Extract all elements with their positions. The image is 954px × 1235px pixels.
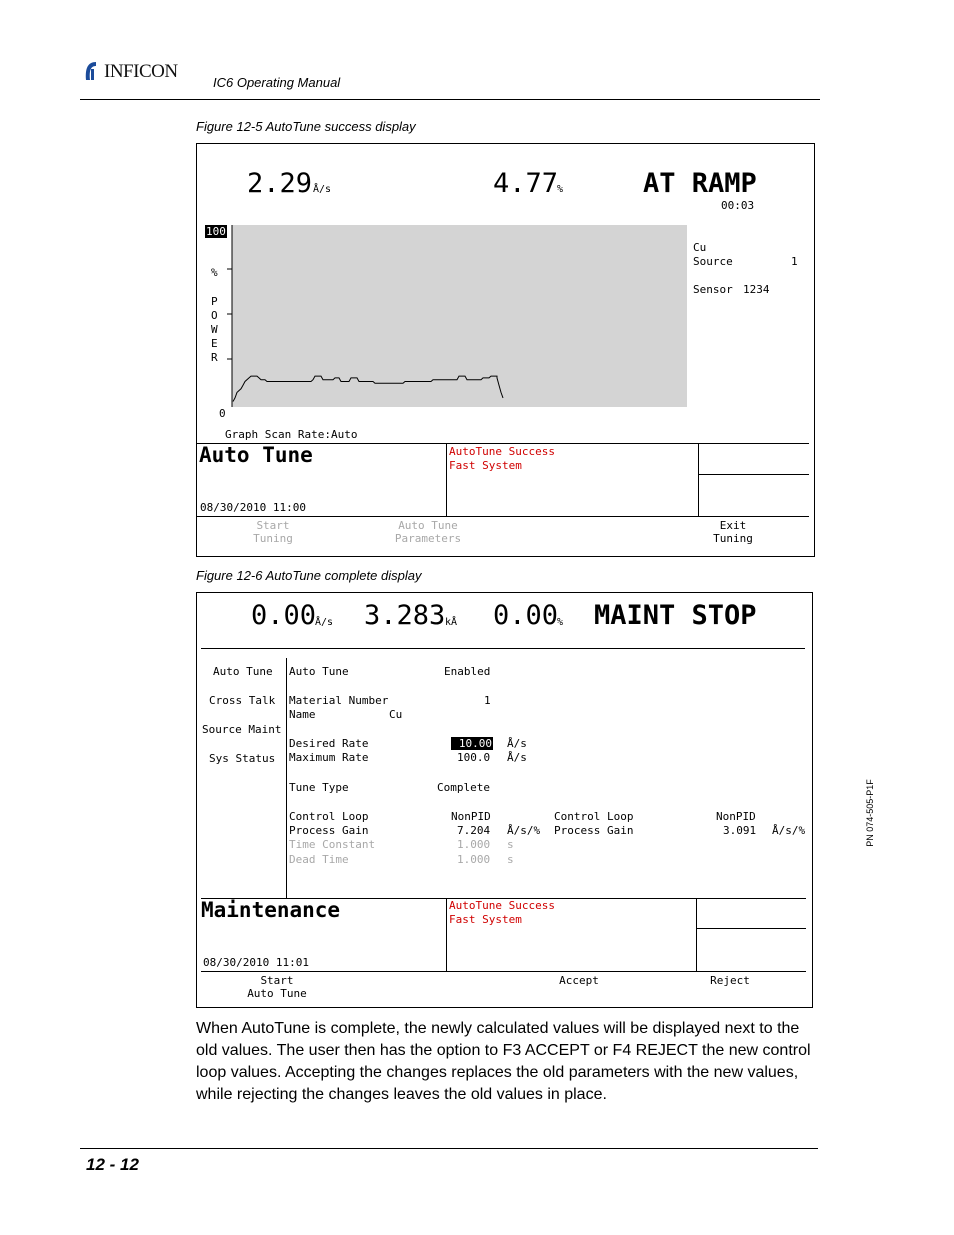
- y-axis-letter: W: [211, 323, 218, 336]
- autotune-value[interactable]: Enabled: [444, 665, 491, 678]
- source-value: 1: [791, 255, 798, 268]
- header-rule: [201, 648, 805, 649]
- y-axis-letter: R: [211, 351, 218, 364]
- panel-title: Maintenance: [201, 898, 341, 922]
- softkey-start-auto-tune[interactable]: [237, 974, 317, 1000]
- system-message: Fast System: [449, 913, 522, 926]
- autotune-message: AutoTune Success: [449, 445, 555, 458]
- name-label: Name: [289, 708, 316, 721]
- sensor-label: Sensor: [693, 283, 733, 296]
- softkey-label: Start: [256, 519, 290, 532]
- softkey-label: Tuning: [713, 532, 753, 545]
- inficon-logo-icon: [82, 60, 104, 82]
- panel-divider: [446, 444, 447, 516]
- date-time: 08/30/2010 11:00: [200, 501, 306, 514]
- state-timer: 00:03: [721, 199, 755, 212]
- desired-rate-unit: Å/s: [507, 737, 527, 750]
- thickness-unit: kÅ: [445, 617, 458, 628]
- y-axis-letter: E: [211, 337, 218, 350]
- tune-type-value: Complete: [437, 781, 490, 794]
- control-loop-label: Control Loop: [289, 810, 369, 823]
- maximum-rate-label: Maximum Rate: [289, 751, 369, 764]
- part-number-rotated: [865, 753, 879, 873]
- menu-item-auto-tune[interactable]: Auto Tune: [213, 665, 273, 678]
- panel-divider: [696, 899, 697, 971]
- softkey-label: Reject: [710, 974, 750, 987]
- figure-12-5-caption: Figure 12-5 AutoTune success display: [196, 119, 416, 134]
- part-number-text: PN 074-505-P1F: [865, 779, 875, 847]
- y-axis-letter: O: [211, 309, 218, 322]
- source-label: Source: [693, 255, 733, 268]
- y-axis-max: 100: [206, 225, 226, 238]
- softkey-rule: [201, 971, 806, 972]
- name-value: Cu: [389, 708, 403, 721]
- graph-scan-rate: Graph Scan Rate:Auto: [225, 428, 358, 441]
- rate-readout: 2.29: [247, 168, 313, 199]
- page-number: 12 - 12: [86, 1155, 139, 1174]
- panel-divider: [697, 928, 806, 929]
- rate-unit: Å/s: [313, 184, 332, 195]
- desired-rate-label: Desired Rate: [289, 737, 369, 750]
- softkey-exit-tuning[interactable]: [693, 519, 773, 545]
- brand-name: INFICON: [104, 61, 178, 82]
- process-gain-new-label: Process Gain: [554, 824, 634, 837]
- material-name: Cu: [693, 241, 707, 254]
- y-axis-unit: %: [211, 266, 218, 279]
- panel-divider: [698, 444, 699, 516]
- power-unit: %: [557, 617, 564, 628]
- time-constant-label: Time Constant: [289, 838, 376, 851]
- state-readout: MAINT STOP: [594, 600, 757, 631]
- manual-title: IC6 Operating Manual: [213, 75, 341, 90]
- system-message: Fast System: [449, 459, 522, 472]
- rate-unit: Å/s: [315, 617, 334, 628]
- footer-rule: [80, 1148, 818, 1149]
- time-constant-unit: s: [507, 838, 514, 851]
- panel-divider: [699, 474, 809, 475]
- y-axis-min: 0: [219, 407, 226, 420]
- control-loop-new: NonPID: [716, 810, 756, 823]
- softkey-accept[interactable]: [539, 974, 619, 987]
- menu-item-cross-talk[interactable]: Cross Talk: [209, 694, 276, 707]
- material-number-label: Material Number: [289, 694, 389, 707]
- process-gain-new: 3.091: [723, 824, 757, 837]
- softkey-reject[interactable]: [690, 974, 770, 987]
- control-loop-old: NonPID: [451, 810, 491, 823]
- dead-time-unit: s: [507, 853, 514, 866]
- process-gain-label: Process Gain: [289, 824, 369, 837]
- material-number-value[interactable]: 1: [484, 694, 491, 707]
- softkey-label: Auto Tune: [247, 987, 307, 1000]
- maximum-rate-unit: Å/s: [507, 751, 527, 764]
- process-gain-old: 7.204: [457, 824, 491, 837]
- state-readout: AT RAMP: [643, 168, 757, 199]
- tune-type-label: Tune Type: [289, 781, 349, 794]
- autotune-label: Auto Tune: [289, 665, 349, 678]
- softkey-label: Accept: [559, 974, 599, 987]
- figure-12-6-caption: Figure 12-6 AutoTune complete display: [196, 568, 422, 583]
- desired-rate-field[interactable]: 10.00: [451, 737, 493, 750]
- softkey-label: Exit: [719, 519, 747, 532]
- time-constant-value: 1.000: [457, 838, 491, 851]
- softkey-label: Parameters: [394, 532, 462, 545]
- y-axis-letter: P: [211, 295, 218, 308]
- autotune-success-screen: [196, 143, 815, 557]
- softkey-rule: [197, 516, 809, 517]
- body-paragraph: When AutoTune is complete, the newly calculated values will be displayed next to the old values. The user then has the option to F3 ACCEPT or F4 REJECT the new control loop values. Accepting the changes replaces the old parameters with the new values, while rejecting the changes leaves the old values in place.: [196, 1020, 811, 1103]
- header-rule: [80, 99, 820, 100]
- thickness-readout: 3.283: [364, 600, 446, 631]
- process-gain-unit: Å/s/%: [507, 824, 541, 837]
- menu-item-sys-status[interactable]: Sys Status: [209, 752, 276, 765]
- panel-title: Auto Tune: [199, 443, 313, 467]
- sensor-value: 1234: [743, 283, 770, 296]
- softkey-label: Start: [260, 974, 294, 987]
- power-unit: %: [557, 184, 564, 195]
- softkey-start-tuning[interactable]: [233, 519, 313, 545]
- softkey-autotune-parameters[interactable]: [383, 519, 473, 545]
- control-loop-new-label: Control Loop: [554, 810, 634, 823]
- inficon-logo: [82, 60, 194, 84]
- power-readout: 4.77: [493, 168, 559, 199]
- dead-time-label: Dead Time: [289, 853, 349, 866]
- date-time: 08/30/2010 11:01: [203, 956, 309, 969]
- process-gain-new-unit: Å/s/%: [772, 824, 806, 837]
- softkey-label: Tuning: [253, 532, 293, 545]
- autotune-message: AutoTune Success: [449, 899, 555, 912]
- dead-time-value: 1.000: [457, 853, 491, 866]
- power-graph: [223, 224, 689, 408]
- power-readout: 0.00: [493, 600, 559, 631]
- panel-divider: [446, 899, 447, 971]
- maximum-rate-value[interactable]: 100.0: [457, 751, 491, 764]
- menu-item-source-maint[interactable]: Source Maint: [202, 723, 282, 736]
- rate-readout: 0.00: [251, 600, 317, 631]
- softkey-label: Auto Tune: [398, 519, 458, 532]
- menu-divider: [286, 658, 287, 898]
- autotune-complete-screen: [196, 592, 813, 1008]
